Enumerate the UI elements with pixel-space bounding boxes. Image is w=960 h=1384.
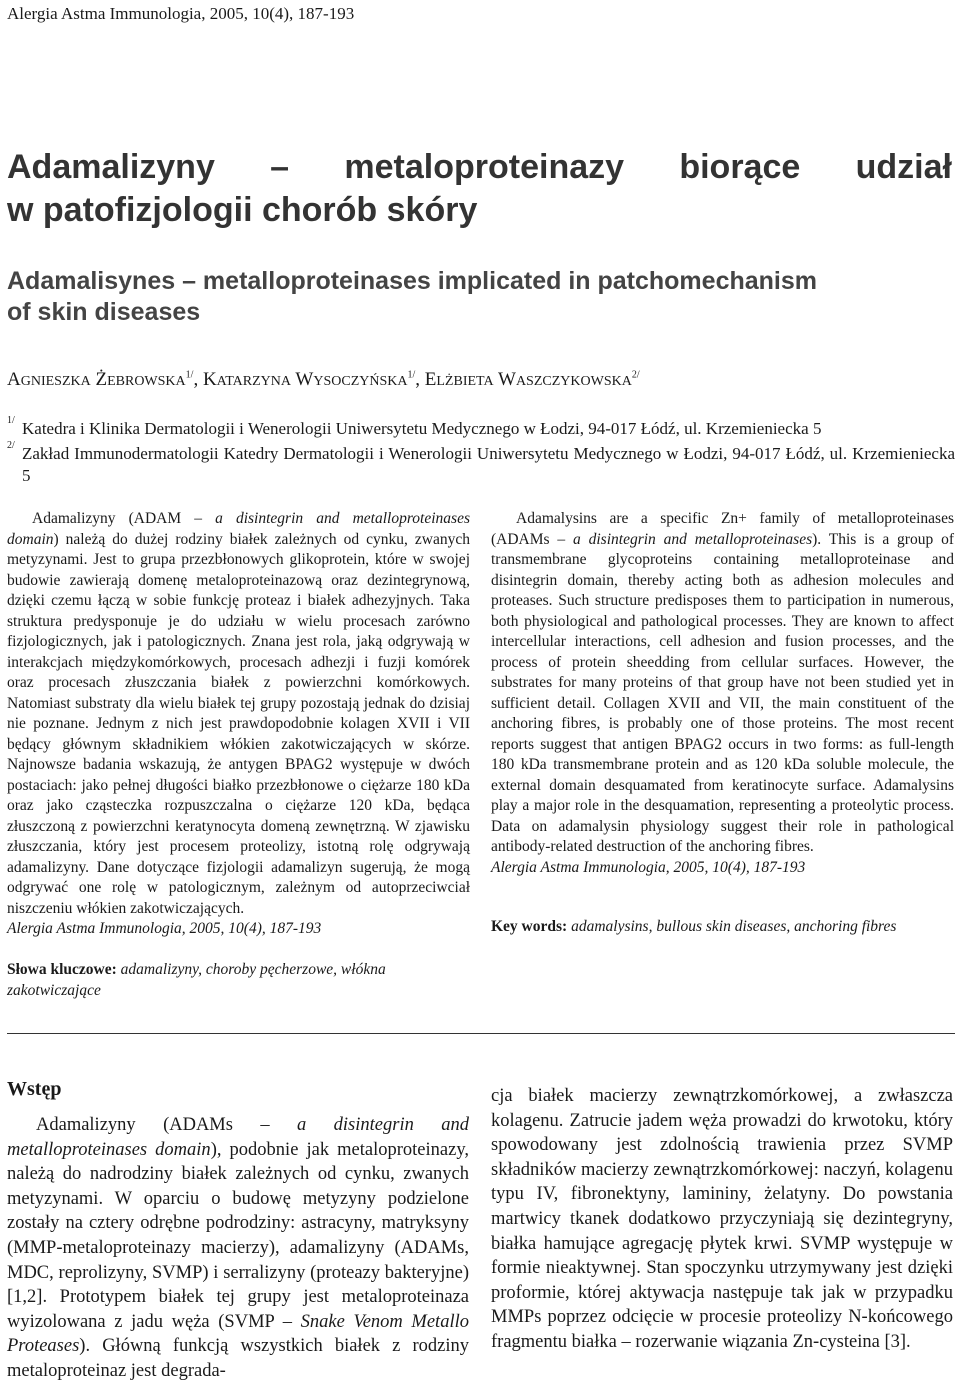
title-line-2: w patofizjologii chorób skóry [7,191,478,229]
keywords-label: Key words: [491,918,568,935]
author: AGNIESZKA $ŻEBROWSKA^{1/}$, [7,369,203,390]
author: KATARZYNA $WYSOCZYŃSKA^{1/}$, [202,369,425,390]
abstract-pl-text: Adamalizyny (ADAM – a disintegrin and metalloproteinases domain) należą do dużej rodziny białek zależnych od cynku, zwanych metyzynami. Jest to grupa przezbłonowych glikoprotein, które w swojej budowie zawierają domenę metaloproteinazową oraz dezintegrynową, dzięki czemu łączą w sobie funkcję proteaz i białek adhezyjnych. Taka struktura predysponuje je do udziału w wielu procesach zarówno fizjologicznych, jak i patologicznych. Znana jest rola, jaką odgrywają w interakcjach międzykomórkowych, procesach adhezji i fuzji komórek oraz procesach złuszczania białek z powierzchni komórkowych. Natomiast substraty dla wielu białek tej grupy pozostają jednak do dzisiaj nie poznane. Jednym z nich jest prawdopodobnie kolagen XVII i VII będący głównym składnikiem włókien zakotwiczających w skórze. Najnowsze badania wskazują, że antygen BPAG2 występuje w dwóch postaciach: jako pełnej długości białko przezbłonowe o ciężarze 180 kDa oraz jako cząsteczka rozpuszczalna o ciężarze 120 kDa, będąca złuszczoną z powierzchni keratynocyta domeną zewnętrzną. W zjawisku złuszczania, który jest procesem proteolizy, istotną rolę odgrywają adamalizyny. Dane dotyczące fizjologii adamalizyn sugerują, że mogą odgrywać one rolę w patologicznym, zależnym od autoprzeciwciał niszczeniu włókien zakotwiczających. [7,510,470,917]
abstract-polish [7,509,470,940]
title-word: udział [855,148,952,186]
title-word: metaloproteinazy [344,148,625,186]
keywords-english [491,918,896,936]
keywords-value: adamalysins, bullous skin diseases, anchoring fibres [571,918,897,935]
abstract-pl-citation: Alergia Astma Immunologia, 2005, 10(4), 187-193 [7,920,322,937]
body-column-left [7,1113,469,1384]
affiliation-marker: 2/ [7,440,15,451]
title-word: biorące [679,148,801,186]
abstract-en-text: Adamalysins are a specific Zn+ family of metalloproteinases (ADAMs – a disintegrin and metalloproteinases). This is a group of transmembrane glycoproteins containing metalloproteinase and disintegrin domain, thereby acting both as adhesion molecules and proteases. Such structure predisposes them to participation in numerous, both physiological and pathological processes. They are known to affect intercellular interactions, cell adhesion and fusion processes, and the process of protein sheedding from cellular surfaces. However, the substrates for many proteins of that group have not been studied yet in sufficient detail. Collagen XVII and VII, the main constituent of the anchoring fibres, is probably one of those proteins. The most recent reports suggest that antigen BPAG2 occurs in two forms: as full-length 180 kDa transmembrane protein and as 120 kDa soluble molecule, the external domain desquamated from keratinocyte surface. Adamalysins play a major role in the desquamation, representing a proteolytic process. Data on adamalysin physiology suggest their role in pathological antibody-related destruction of the anchoring fibres. [491,510,954,855]
section-divider [7,1033,955,1034]
keywords-polish [7,960,470,1001]
body-paragraph: Adamalizyny (ADAMs – a disintegrin and metalloproteinases domain), podobnie jak metaloproteinazy, należą do nadrodziny białek zależnych od cynku, zwanych metyzynami. W oparciu o budowę metyzyny podzielone zostały na cztery odrębne podrodziny: astracyny, matryksyny (MMP-metaloproteinazy macierzy), adamalizyny (ADAMs, MDC, reprolizyny, SVMP) i serralizyny (proteazy bakteryjne) [1,2]. Prototypem białek tej grupy jest metaloproteinaza wyizolowana z jadu węża (SVMP – Snake Venom Metallo Proteases). Główną funkcją wszystkich białek z rodziny metaloproteinaz jest degrada- [7,1115,469,1381]
section-heading: Wstęp [7,1078,62,1100]
title-en-line-2: of skin diseases [7,298,201,326]
affiliation-text: Katedra i Klinika Dermatologii i Wenerologii Uniwersytetu Medycznego w Łodzi, 94-017 Łódź, ul. Krzemieniecka 5 [22,419,822,438]
title-en-line-1: Adamalisynes – metalloproteinases implicated in patchomechanism [7,267,817,295]
body-paragraph: cja białek macierzy zewnątrzkomórkowej, a zwłaszcza kolagenu. Zatrucie jadem węża prowadzi do krwotoku, który spowodowany jest zdolnością trawienia przez SVMP składników macierzy zewnątrzkomórkowej: naczyń, kolagenu typu IV, fibronektyny, lamininy, żelatyny. Do powstania martwicy tkanek dodatkowo przyczyniają się dezintegryny, białka hamujące agregację płytek krwi. SVMP występuje w formie nieaktywnej. Stan spoczynku utrzymywany jest dzięki proformie, której aktywacja następuje tak jak w przypadku MMPs poprzez odcięcie w procesie proteolizy N-końcowego fragmentu białka – rozerwanie wiązania Zn-cysteina [3]. [491,1086,953,1352]
title-word: Adamalizyny [7,148,215,186]
keywords-value: adamalizyny, choroby pęcherzowe, włókna zakotwiczające [7,961,386,999]
authors-line [7,369,640,391]
keywords-label: Słowa kluczowe: [7,961,117,978]
affiliation-2 [7,440,955,487]
abstract-english [491,509,954,878]
body-column-right [491,1084,953,1355]
article-title-polish [7,146,952,232]
title-word: – [270,148,290,186]
article-title-english [7,266,817,328]
title-line-1 [7,146,952,189]
author: ELŻBIETA $WASZCZYKOWSKA^{2/}$ [424,369,640,390]
journal-header: Alergia Astma Immunologia, 2005, 10(4), 187-193 [7,4,355,23]
affiliation-marker: 1/ [7,415,15,426]
affiliation-1 [7,415,955,440]
affiliation-text: Zakład Immunodermatologii Katedry Dermatologii i Wenerologii Uniwersytetu Medycznego w Łodzi, 94-017 Łódź, ul. Krzemieniecka 5 [22,444,955,485]
abstract-en-citation: Alergia Astma Immunologia, 2005, 10(4), 187-193 [491,858,806,876]
